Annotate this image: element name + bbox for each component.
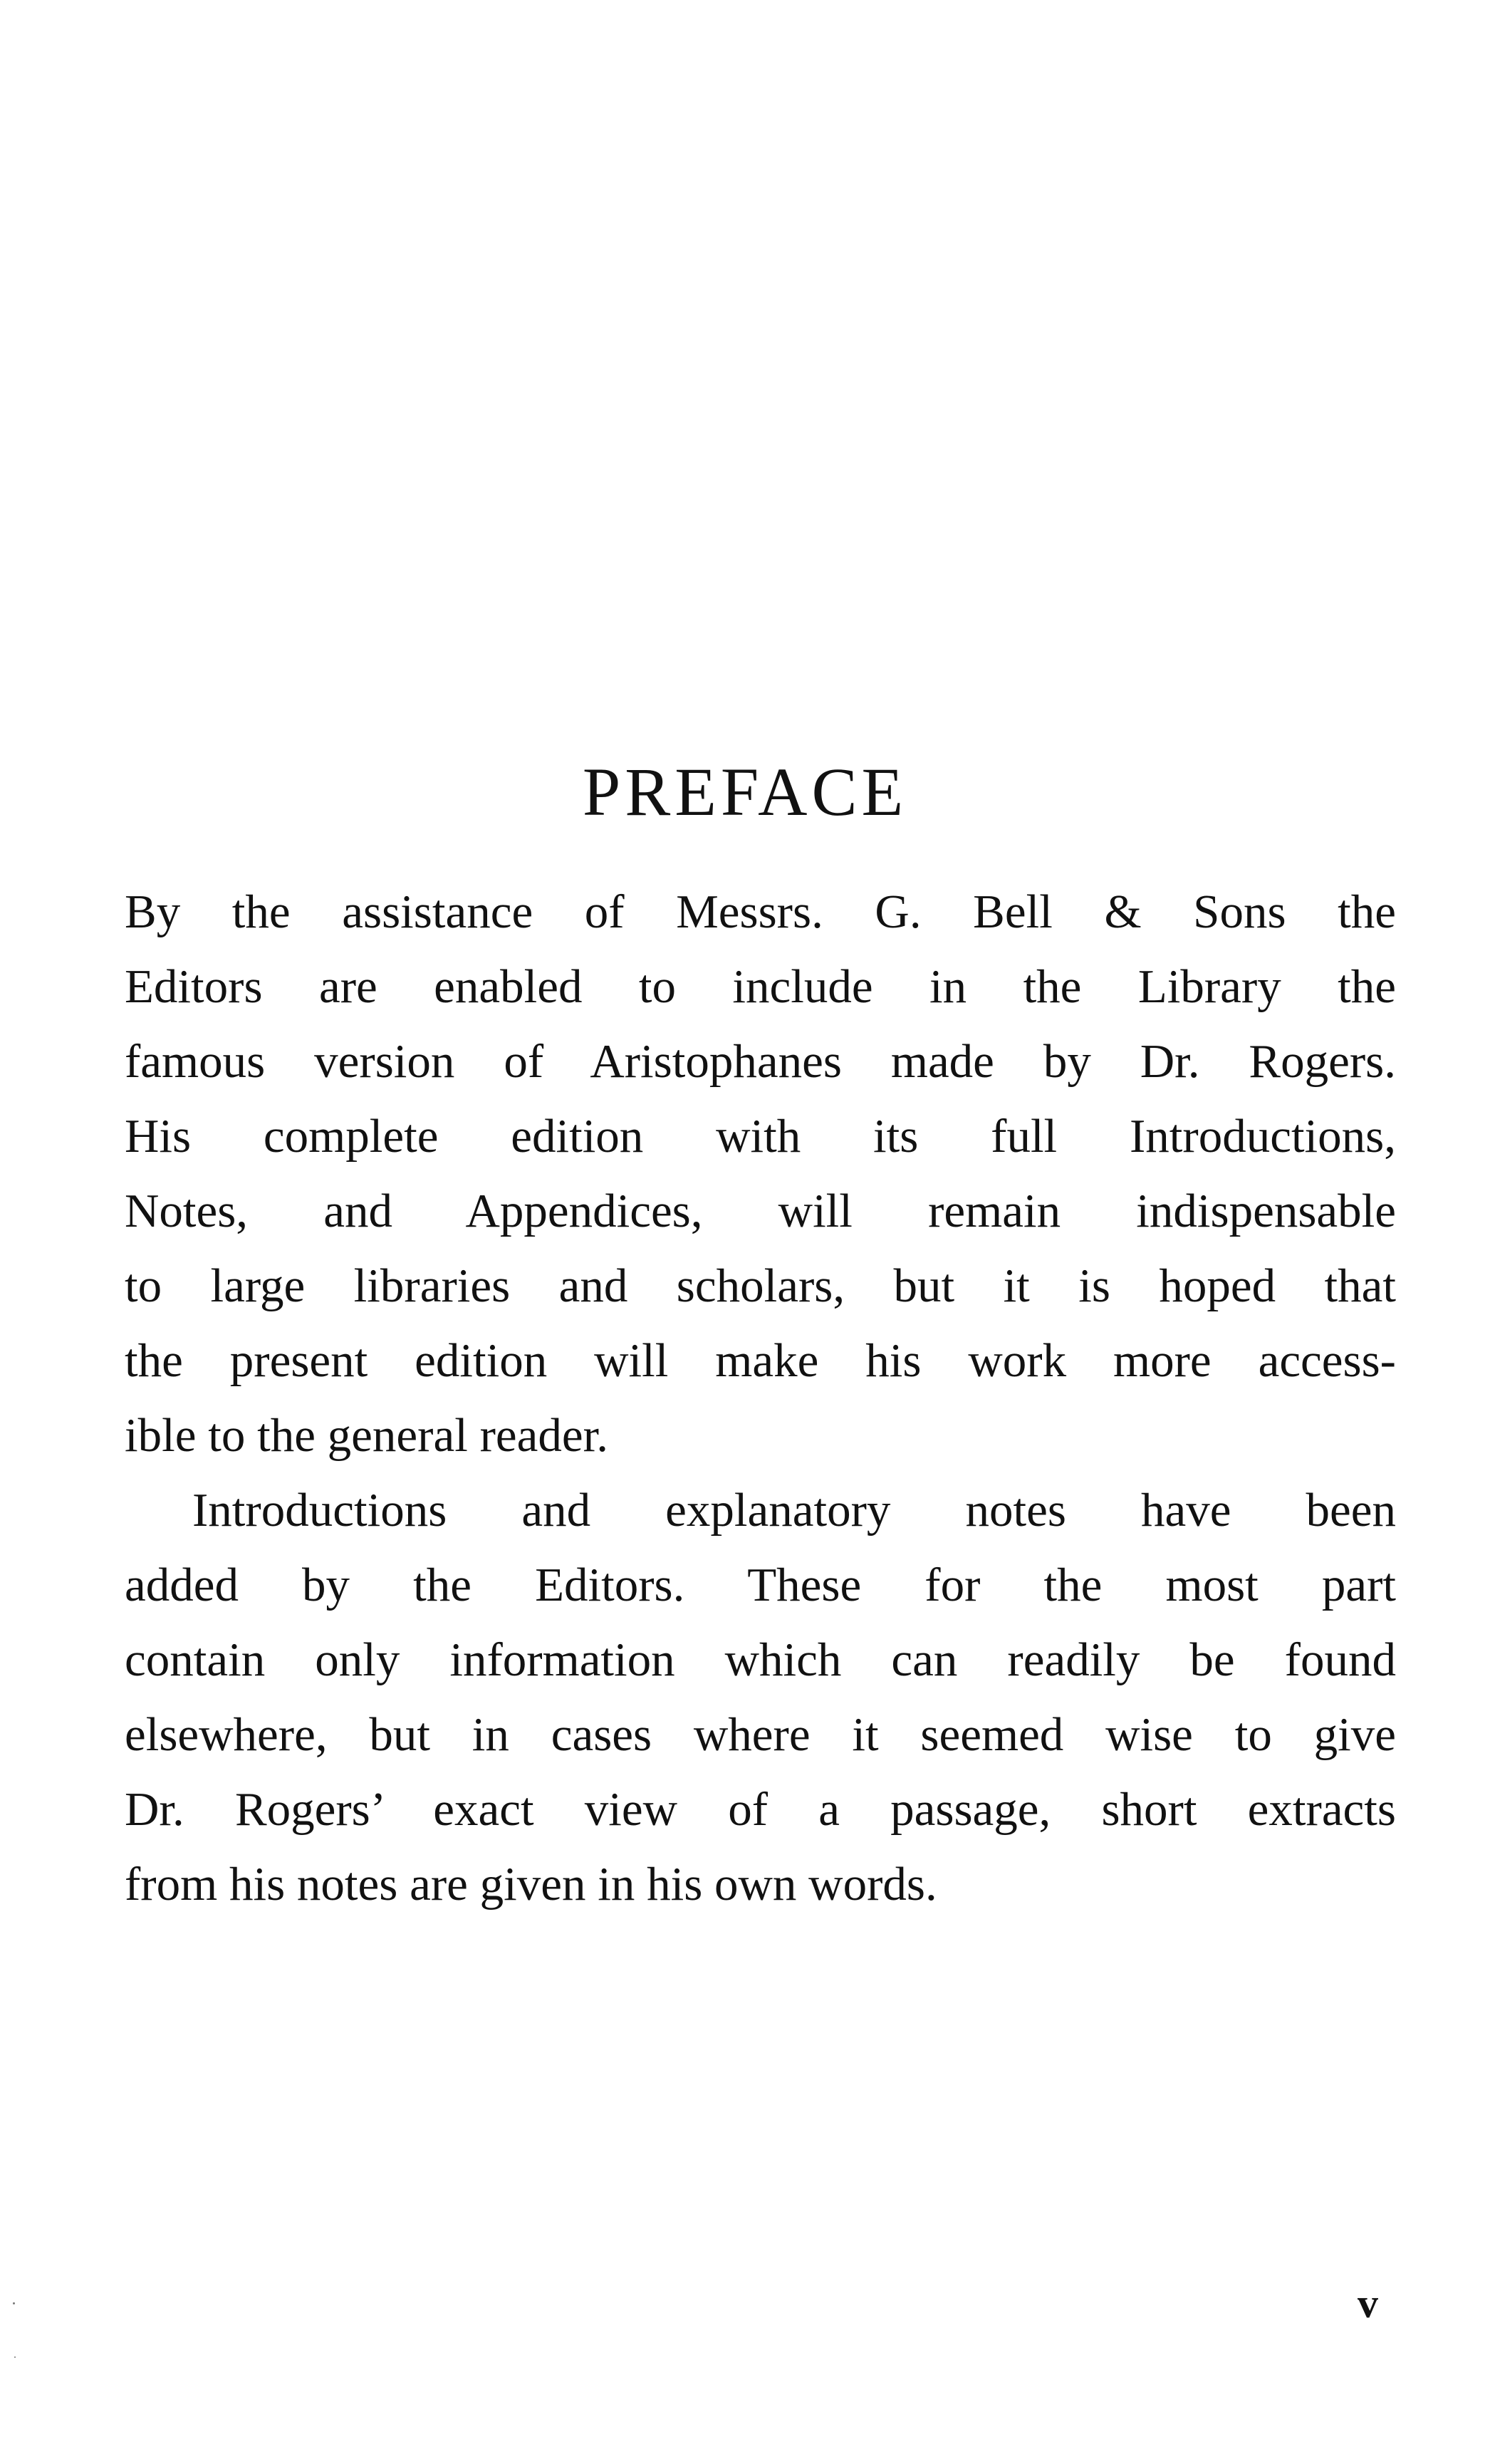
text-line: ible to the general reader. <box>125 1409 608 1462</box>
paragraph-1 <box>125 875 1396 1473</box>
page-title: PREFACE <box>582 754 908 831</box>
scan-speck <box>13 2302 15 2304</box>
text-line: Editors are enabled to include in the Library the <box>125 960 1396 1013</box>
text-line: Dr. Rogers’ exact view of a passage, short extracts <box>125 1783 1396 1836</box>
text-line: contain only information which can readily be found <box>125 1633 1396 1686</box>
page-number: v <box>1358 2280 1378 2327</box>
preface-body <box>125 875 1396 1922</box>
text-line: from his notes are given in his own words. <box>125 1858 937 1911</box>
text-line: elsewhere, but in cases where it seemed wise to give <box>125 1708 1396 1761</box>
paragraph-2 <box>125 1473 1396 1922</box>
text-line: By the assistance of Messrs. G. Bell & Sons the <box>125 885 1396 938</box>
text-line: added by the Editors. These for the most part <box>125 1559 1396 1611</box>
text-line: the present edition will make his work more access- <box>125 1334 1396 1387</box>
text-line: to large libraries and scholars, but it is hoped that <box>125 1259 1396 1312</box>
text-line: famous version of Aristophanes made by Dr. Rogers. <box>125 1035 1396 1088</box>
text-line: Introductions and explanatory notes have been <box>192 1484 1396 1537</box>
text-line: His complete edition with its full Introductions, <box>125 1110 1396 1163</box>
text-line: Notes, and Appendices, will remain indispensable <box>125 1185 1396 1237</box>
scan-speck <box>14 2356 16 2358</box>
